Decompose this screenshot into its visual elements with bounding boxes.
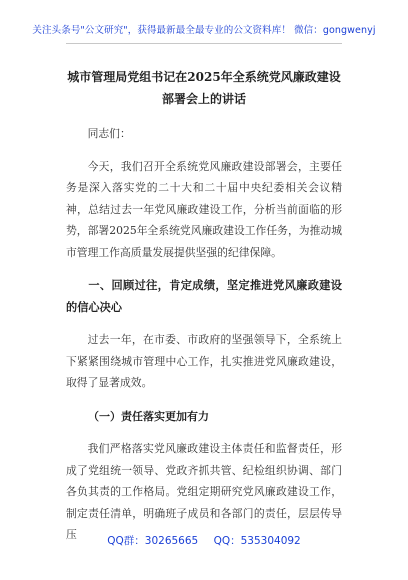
section-1-paragraph: 过去一年，在市委、市政府的坚强领导下，全系统上下紧紧围绕城市管理中心工作，扎实推进党风廉政建设，取得了显著成效。 <box>66 333 342 389</box>
greeting: 同志们： <box>87 127 131 140</box>
header-promo-note: 关注头条号"公文研究"，获得最新最全最专业的公文资料库！ 微信：gongwenyj <box>32 25 376 36</box>
footer-qq-group: QQ群：30265665 <box>107 535 199 547</box>
subsection-1-paragraph: 我们严格落实党风廉政建设主体责任和监督责任，形成了党组统一领导、党政齐抓共管、纪检组织协调、部门各负其责的工作格局。党组定期研究党风廉政建设工作，制定责任清单，明确班子成员和各部门的责任，层层传导压 <box>66 442 342 541</box>
section-1-heading: 一、回顾过往，肯定成绩，坚定推进党风廉政建设的信心决心 <box>66 278 342 314</box>
document-title: 城市管理局党组书记在2025年全系统党风廉政建设部署会上的讲话 <box>67 70 341 106</box>
header-divider <box>66 43 342 44</box>
footer-qq: QQ：535304092 <box>213 535 301 547</box>
document-body <box>66 66 342 558</box>
intro-paragraph: 今天，我们召开全系统党风廉政建设部署会，主要任务是深入落实党的二十大和二十届中央纪委相关会议精神，总结过去一年党风廉政建设工作，分析当前面临的形势，部署2025年全系统党风廉政建设工作任务，为推动城市管理工作高质量发展提供坚强的纪律保障。 <box>66 159 342 259</box>
subsection-1-heading: （一）责任落实更加有力 <box>88 409 209 423</box>
footer-contact <box>0 533 408 548</box>
